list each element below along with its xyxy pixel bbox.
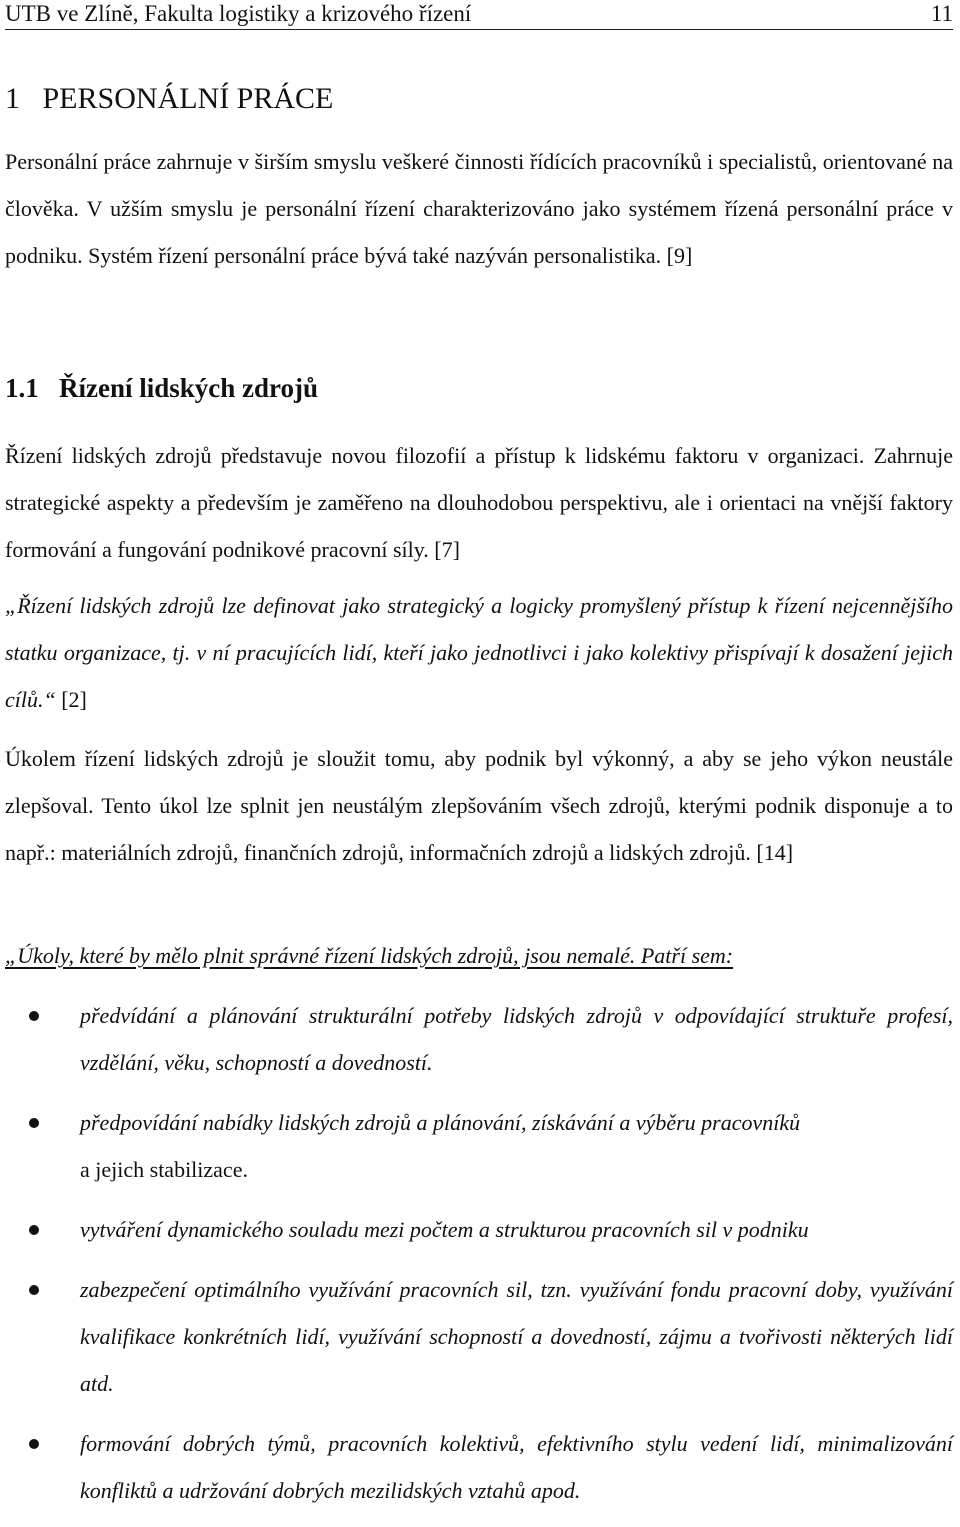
bullet-icon [29,1439,39,1449]
task-text: formování dobrých týmů, pracovních kolektivů, efektivního stylu vedení lidí, minimalizování konfliktů a udržování dobrých mezilidských vztahů apod. [80,1431,953,1503]
definition-quote [5,582,953,724]
list-item [5,992,953,1086]
list-item [5,1206,953,1253]
list-item [5,1099,953,1193]
document-page [5,0,953,1503]
section-paragraph-2: Úkolem řízení lidských zdrojů je sloužit tomu, aby podnik byl výkonný, a aby se jeho výkon neustále zlepšoval. Tento úkol lze splnit jen neustálým zlepšováním všech zdrojů, kterými podnik disponuje a to např.: materiálních zdrojů, finančních zdrojů, informačních zdrojů a lidských zdrojů. [14] [5,746,953,866]
task-text: vytváření dynamického souladu mezi počtem a strukturou pracovních sil v podniku [80,1217,809,1242]
tasks-intro [5,932,953,979]
task-text: předpovídání nabídky lidských zdrojů a plánování, získávání a výběru pracovníků [80,1110,801,1135]
tasks-list [5,992,953,1527]
header-institution: UTB ve Zlíně, Fakulta logistiky a krizového řízení [5,1,472,26]
list-item [5,1420,953,1514]
list-item [5,1266,953,1407]
task-text: zabezpečení optimálního využívání pracovních sil, tzn. využívání fondu pracovní doby, využívání kvalifikace konkrétních lidí, využívání schopností a dovedností, zájmu a tvořivosti některých lidí atd. [80,1277,953,1396]
tasks-intro-text: „Úkoly, které by mělo plnit správné řízení lidských zdrojů, jsou nemalé. Patří sem: [5,943,734,968]
running-header [5,0,953,30]
section-title: 1.1 Řízení lidských zdrojů [5,373,319,403]
task-text: předvídání a plánování strukturální potřeby lidských zdrojů v odpovídající struktuře profesí, vzdělání, věku, schopností a dovedností. [80,1003,953,1075]
section-paragraph-1: Řízení lidských zdrojů představuje novou filozofií a přístup k lidskému faktoru v organizaci. Zahrnuje strategické aspekty a především je zaměřeno na dlouhodobou perspektivu, ale i orientaci na vnější faktory formování a fungování podnikové pracovní síly. [7] [5,443,953,563]
chapter-title: 1 PERSONÁLNÍ PRÁCE [5,82,334,115]
header-page-number: 11 [930,1,953,26]
bullet-icon [29,1118,39,1128]
task-suffix: a jejich stabilizace. [80,1157,248,1182]
quote-citation: [2] [61,687,87,713]
bullet-icon [29,1011,39,1021]
bullet-icon [29,1225,39,1235]
quote-text: „Řízení lidských zdrojů lze definovat jako strategický a logicky promyšlený přístup k řízení nejcennějšího statku organizace, tj. v ní pracujících lidí, kteří jako jednotlivci i jako kolektivy přispívají k dosažení jejich cílů.“ [5,593,953,713]
chapter-intro-paragraph: Personální práce zahrnuje v širším smyslu veškeré činnosti řídících pracovníků i specialistů, orientované na člověka. V užším smyslu je personální řízení charakterizováno jako systémem řízená personální práce v podniku. Systém řízení personální práce bývá také nazýván personalistika. [9] [5,149,953,269]
bullet-icon [29,1285,39,1295]
